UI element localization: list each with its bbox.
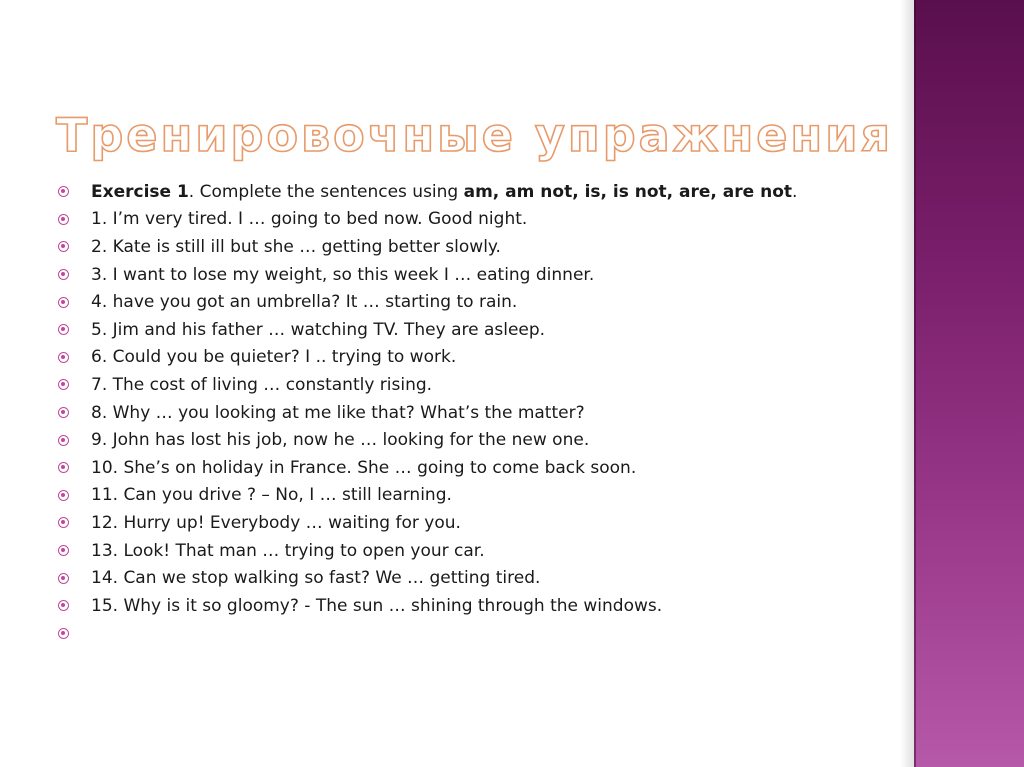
list-item [58, 592, 898, 620]
exercise-list [58, 178, 898, 647]
list-item [58, 509, 898, 537]
list-item [58, 564, 898, 592]
sentence-text: 10. She’s on holiday in France. She … going to come back soon. [91, 457, 637, 478]
sentence-text: 5. Jim and his father … watching TV. They are asleep. [91, 319, 546, 340]
list-item [58, 426, 898, 454]
intro-end: . [792, 181, 798, 202]
bullet-icon [58, 379, 69, 390]
bullet-icon [58, 628, 69, 639]
list-item [58, 399, 898, 427]
bullet-icon [58, 297, 69, 308]
decorative-sidebar [914, 0, 1024, 767]
list-item [58, 454, 898, 482]
bullet-icon [58, 462, 69, 473]
sidebar-shadow [900, 0, 914, 767]
sentence-text: 14. Can we stop walking so fast? We … getting tired. [91, 568, 541, 589]
list-item [58, 261, 898, 289]
list-item [58, 537, 898, 565]
sentence-text: 6. Could you be quieter? I .. trying to work. [91, 347, 457, 368]
bullet-icon [58, 545, 69, 556]
sentence-text: 13. Look! That man … trying to open your car. [91, 540, 485, 561]
intro-text [91, 182, 797, 202]
sentence-text: 9. John has lost his job, now he … looking for the new one. [91, 430, 590, 451]
sentence-text: 4. have you got an umbrella? It … starting to rain. [91, 292, 518, 313]
list-item [58, 371, 898, 399]
bullet-icon [58, 352, 69, 363]
bullet-icon [58, 241, 69, 252]
bullet-icon [58, 214, 69, 225]
bullet-icon [58, 186, 69, 197]
bullet-icon [58, 517, 69, 528]
sentence-text: 15. Why is it so gloomy? - The sun … shining through the windows. [91, 595, 663, 616]
list-item [58, 233, 898, 261]
slide-title: Тренировочные упражнения [56, 108, 893, 162]
list-item-empty [58, 620, 898, 648]
bullet-icon [58, 490, 69, 501]
exercise-label: Exercise 1 [91, 181, 189, 202]
list-item-intro [58, 178, 898, 206]
bullet-icon [58, 573, 69, 584]
list-item [58, 316, 898, 344]
list-item [58, 482, 898, 510]
intro-instruction: . Complete the sentences using [188, 181, 464, 202]
sentence-text: 1. I’m very tired. I … going to bed now. Good night. [91, 209, 528, 230]
sentence-text: 12. Hurry up! Everybody … waiting for you. [91, 512, 461, 533]
sentence-text: 8. Why … you looking at me like that? What’s the matter? [91, 402, 585, 423]
bullet-icon [58, 324, 69, 335]
sentence-text: 2. Kate is still ill but she … getting better slowly. [91, 236, 501, 257]
list-item [58, 206, 898, 234]
intro-options: am, am not, is, is not, are, are not [463, 181, 793, 202]
bullet-icon [58, 269, 69, 280]
bullet-icon [58, 407, 69, 418]
list-item [58, 344, 898, 372]
list-item [58, 288, 898, 316]
bullet-icon [58, 600, 69, 611]
sentence-text: 3. I want to lose my weight, so this week I … eating dinner. [91, 264, 595, 285]
sentence-text: 11. Can you drive ? – No, I … still learning. [91, 485, 452, 506]
bullet-icon [58, 435, 69, 446]
sentence-text: 7. The cost of living … constantly rising. [91, 374, 433, 395]
